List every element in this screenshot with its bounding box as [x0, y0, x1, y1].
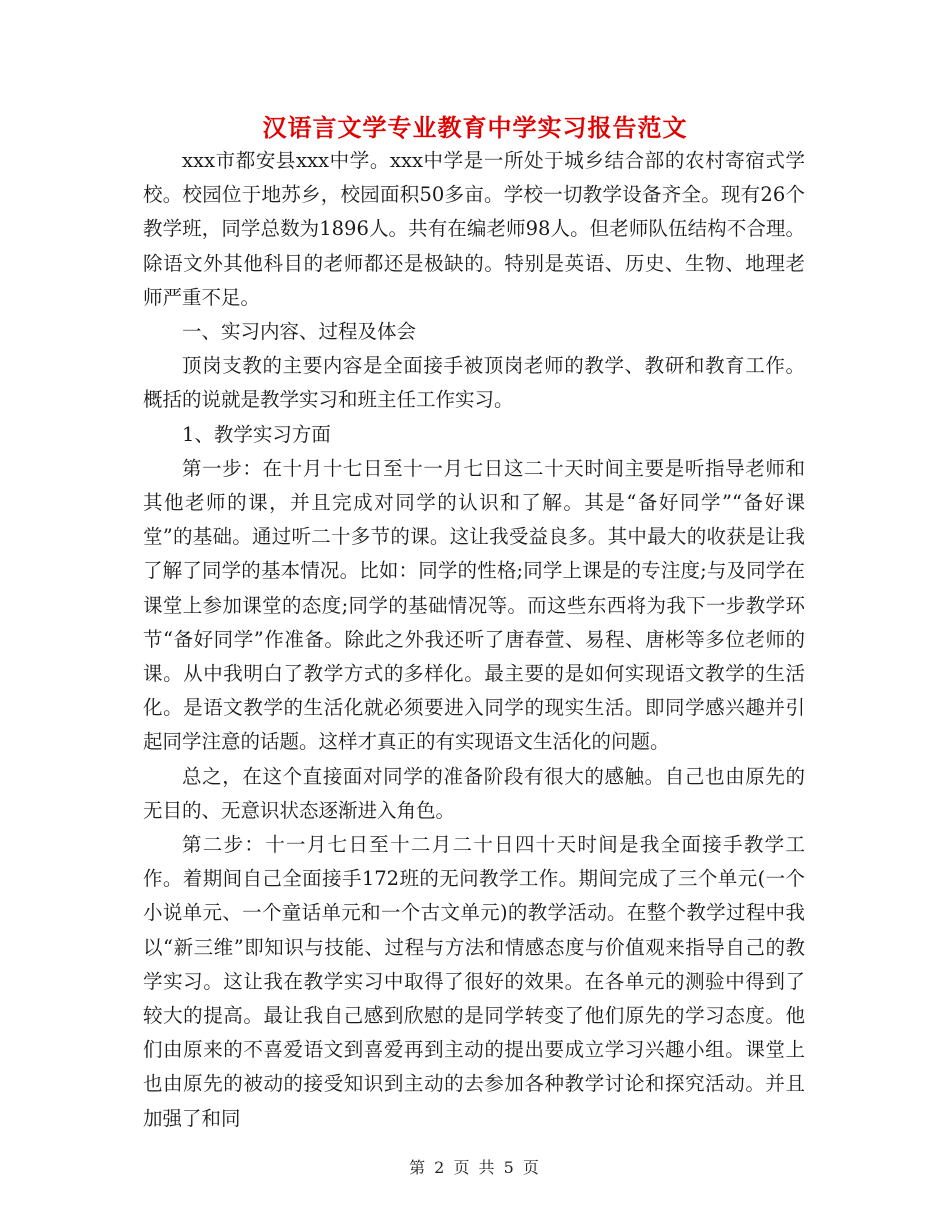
document-title: 汉语言文学专业教育中学实习报告范文: [262, 114, 688, 142]
paragraph-summary: 总之，在这个直接面对同学的准备阶段有很大的感触。自己也由原先的无目的、无意识状态逐渐进入角色。: [143, 764, 805, 822]
paragraph-school-intro: xxx市都安县xxx中学。xxx中学是一所处于城乡结合部的农村寄宿式学校。校园位于地苏乡，校园面积50多亩。学校一切教学设备齐全。现有26个教学班，同学总数为1896人。共有在编老师98人。但老师队伍结构不合理。除语文外其他科目的老师都还是极缺的。特别是英语、历史、生物、地理老师严重不足。: [143, 149, 805, 309]
section-heading-internship: 一、实习内容、过程及体会: [182, 320, 417, 344]
paragraph-step-two: 第二步：十一月七日至十二月二十日四十天时间是我全面接手教学工作。着期间自己全面接手172班的无问教学工作。期间完成了三个单元(一个小说单元、一个童话单元和一个古文单元)的教学活动。在整个教学过程中我以“新三维”即知识与技能、过程与方法和情感态度与价值观来指导自己的教学实习。这让我在教学实习中取得了很好的效果。在各单元的测验中得到了较大的提高。最让我自己感到欣慰的是同学转变了他们原先的学习态度。他们由原来的不喜爱语文到喜爱再到主动的提出要成立学习兴趣小组。课堂上也由原先的被动的接受知识到主动的去参加各种教学讨论和探究活动。并且加强了和同: [143, 833, 805, 1130]
page-footer: 第 2 页 共 5 页: [409, 1158, 541, 1177]
paragraph-main-content: 顶岗支教的主要内容是全面接手被顶岗老师的教学、教研和教育工作。概括的说就是教学实习和班主任工作实习。: [143, 354, 805, 412]
paragraph-step-one: 第一步：在十月十七日至十一月七日这二十天时间主要是听指导老师和其他老师的课，并且完成对同学的认识和了解。其是“备好同学”“备好课堂”的基础。通过听二十多节的课。这让我受益良多。其中最大的收获是让我了解了同学的基本情况。比如：同学的性格;同学上课是的专注度;与及同学在课堂上参加课堂的态度;同学的基础情况等。而这些东西将为我下一步教学环节“备好同学”作准备。除此之外我还听了唐春萱、易程、唐彬等多位老师的课。从中我明白了教学方式的多样化。最主要的是如何实现语文教学的生活化。是语文教学的生活化就必须要进入同学的现实生活。即同学感兴趣并引起同学注意的话题。这样才真正的有实现语文生活化的问题。: [143, 456, 805, 754]
document-body: [143, 144, 805, 1136]
subsection-heading-teaching: 1、教学实习方面: [182, 422, 331, 446]
